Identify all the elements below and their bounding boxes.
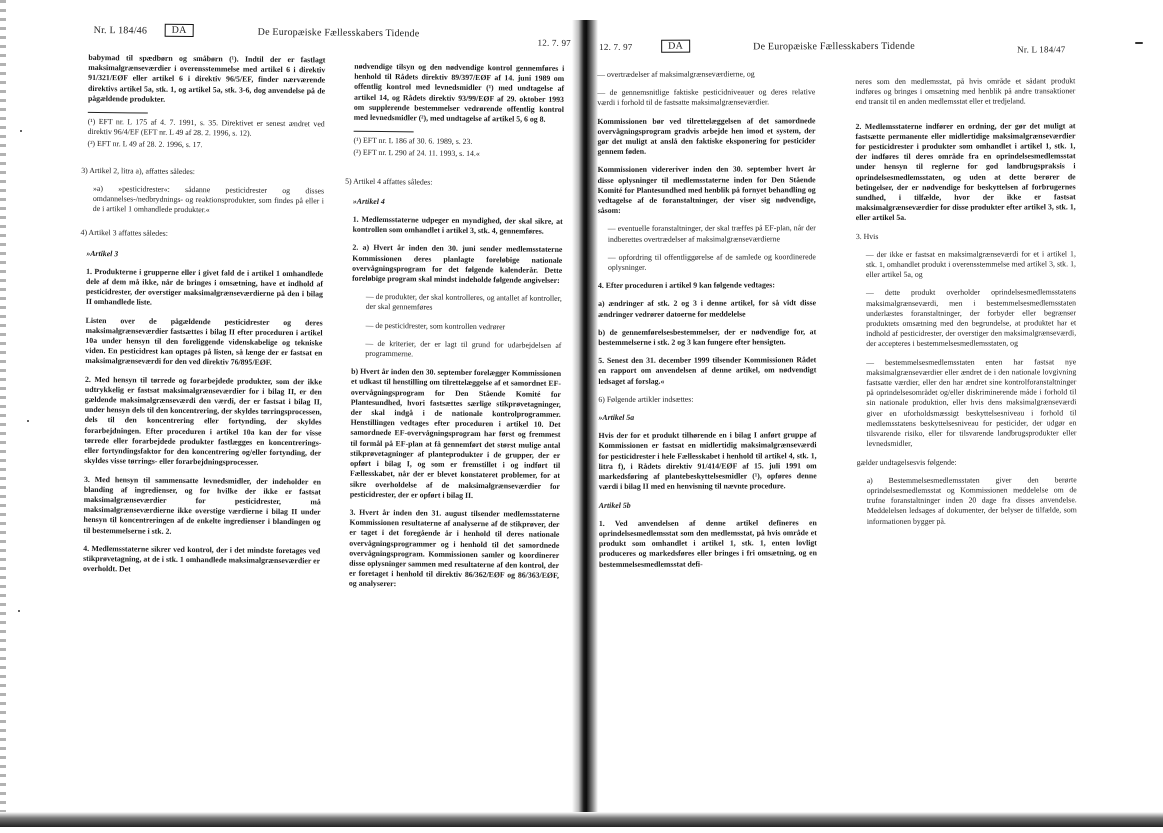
right-page <box>585 0 1163 827</box>
item-heading: 4) Artikel 3 affattes således: <box>80 228 168 239</box>
paragraph: 2. Medlemsstaterne indfører en ordning, der gør det muligt at fastsætte permanente eller midlertidige maksimalgrænseværdier for pesticidrester i produkter som omhandlet i artikel 1, stk. 1, der indføres til deres område fra en oprindelsesmedlemsstat under hensyn til reglerne for god landbrugspraksis i oprindelsesmedlemsstaten, og uden at dette berører de betingelser, der er nødvendige for beskyttelsen af forbrugernes sundhed, i tilfælde, hvor der ikke er fastsat maksimalgrænseværdier for disse produkter efter artikel 3, stk. 1, eller artikel 5a. <box>855 120 1076 223</box>
right-lang-box: DA <box>661 40 690 53</box>
scan-bottom-edge <box>0 812 1163 827</box>
paragraph: 5. Senest den 31. december 1999 tilsender Kommissionen Rådet en rapport om anvendelsen af denne artikel, om nødvendigt ledsaget af forslag.« <box>598 355 817 386</box>
paragraph: 1. Ved anvendelsen af denne artikel defineres en oprindelsesmedlemsstat som den medlemsstat, på hvis område et produkt som omhandlet i artikel 1, stk. 1, enten lovligt produceres og markedsføres eller bringes i fri omsætning, og en bestemmelsesmedlemsstat defi- <box>598 517 817 569</box>
paragraph: 1. Produkterne i grupperne eller i givet fald de i artikel 1 omhandlede dele af dem må ikke, når de bringes i omsætning, have et indhold af pesticidrester, der overstiger maksimalgrænseværdierne på den i bilag II omhandlede liste. <box>85 266 324 308</box>
dash-item: — eventuelle foranstaltninger, der skal træffes på EF-plan, når der indberettes overtrædelser af maksimalgrænseværdierne <box>607 223 816 244</box>
paragraph: 2. Med hensyn til tørrede og forarbejdede produkter, som der ikke udtrykkelig er fastsat maksimalgrænseværdier for i bilag II, er den gældende maksimalgrænseværdi den værdi, der er fastsat i bilag II, under hensyn dels til den koncentrering, der skyldes tørringsprocessen, dels til den koncentrering eller fortynding, der skyldes forarbejdningen. Efter proceduren i artikel 10a kan der for visse tørrede eller forarbejdede produkter fastlægges en koncentrerings- eller fortyndingsfaktor for den koncentrering og/eller fortynding, der skyldes visse tørrings- eller forarbejdningsprocesser. <box>84 374 323 468</box>
dash-item: — overtrædelser af maksimalgrænseværdierne, og <box>597 69 755 79</box>
paragraph: Listen over de pågældende pesticidrester og deres maksimalgrænseværdier fastsættes i bilag II efter proceduren i artikel 10a under hensyn til den foreliggende videnskabelige og tekniske viden. En pesticidrest kan optages på listen, så længe der er fastsat en maksimalgrænseværdi for den ved direktiv 76/895/EØF. <box>85 315 323 368</box>
paragraph: 3. Med hensyn til sammensatte levnedsmidler, der indeholder en blanding af ingredienser, og for hvilke der ikke er fastsat maksimalgrænseværdier for pesticidrester, må maksimalgrænseværdierne ikke overstige værdierne i bilag II under hensyn til koncentreringen af de enkelte ingredienser i blandingen og til bestemmelserne i stk. 2. <box>83 474 322 536</box>
paragraph: Hvis der for et produkt tilhørende en i bilag I anført gruppe af Kommissionen er fastsat en midlertidig maksimalgrænseværdi for pesticidrester i hele Fællesskabet i henhold til artikel 4, stk. 1, litra f), i Rådets direktiv 91/414/EØF af 15. juli 1991 om markedsføring af plantebeskyttelsesmidler (¹), opføres denne værdi i bilag II med en henvisning til nævnte procedure. <box>598 430 817 492</box>
article-heading: Artikel 5b <box>598 500 631 510</box>
right-column-2 <box>855 76 1077 534</box>
paragraph: neres som den medlemsstat, på hvis område et sådant produkt indføres og bringes i omsætning med henblik på andre transaktioner end transit til en anden medlemsstat eller et tredjeland. <box>855 76 1076 107</box>
article-heading: »Artikel 4 <box>352 196 385 206</box>
article-heading: »Artikel 3 <box>86 248 119 258</box>
paragraph: gælder undtagelsesvis følgende: <box>856 457 957 467</box>
scan-speck <box>1135 42 1143 44</box>
paragraph: b) Hvert år inden den 30. september forelægger Kommissionen et udkast til henstilling om tilrettelæggelse af et samordnet EF-overvågningsprogram for Den Stående Komité for Plantesundhed, hvori fastsættes særlige stikprøvetagninger, der skal indgå i de nationale kontrolprogrammer. Henstillingen vedtages efter proceduren i artikel 10. Det samordnede EF-overvågningsprogram har først og fremmest til formål på EF-plan at få gennemført det størst mulige antal stikprøvetagninger af planteprodukter i de grupper, der er opført i bilag I, og som er fremstillet i og indført til Fællesskabet, når der er blevet konstateret problemer, for at sikre overholdelse af de maksimalgrænseværdier for pesticidrester, der er opført i bilag II. <box>349 366 562 500</box>
footnote-rule <box>354 131 414 133</box>
left-date: 12. 7. 97 <box>537 37 571 48</box>
paragraph: 3. Hvis <box>855 231 879 241</box>
paragraph: babymad til spædbørn og småbørn (¹). Indtil der er fastlagt maksimalgrænseværdier i overensstemmelse med artikel 6 i direktiv 91/321/EØF eller artikel 6 i direktiv 96/5/EF, finder nærværende direktivs artikel 5a, stk. 1, og artikel 5a, stk. 3-6, dog anvendelse på de pågældende produkter. <box>87 52 326 104</box>
scan-speck <box>18 610 20 612</box>
item-heading: 6) Følgende artikler indsættes: <box>598 394 694 404</box>
paragraph: a) ændringer af stk. 2 og 3 i denne artikel, for så vidt disse ændringer vedrører datoerne for meddelelse <box>598 298 817 319</box>
scan-speck <box>27 420 29 422</box>
right-column-1 <box>597 69 817 577</box>
left-journal-title: De Europæiske Fællesskabers Tidende <box>257 26 420 40</box>
footnote: (²) EFT nr. L 49 af 28. 2. 1996, s. 17. <box>87 139 203 150</box>
paragraph: nødvendige tilsyn og den nødvendige kontrol gennemføres i henhold til Rådets direktiv 89/397/EØF af 14. juni 1989 om offentlig kontrol med levnedsmidler (¹) med undtagelse af artikel 14, og Rådets direktiv 93/99/EØF af 29. oktober 1993 om supplerende bestemmelser vedrørende offentlig kontrol med levnedsmidler (²), med undtagelse af artikel 5, 6 og 8. <box>353 61 565 124</box>
left-page <box>0 0 580 833</box>
right-date: 12. 7. 97 <box>599 41 633 52</box>
dash-item: — de kriterier, der er lagt til grund for udarbejdelsen af programmerne. <box>365 338 562 359</box>
left-lang-box: DA <box>165 24 194 37</box>
footnote: (¹) EFT nr. L 186 af 30. 6. 1989, s. 23. <box>353 135 473 147</box>
article-heading: »Artikel 5a <box>598 412 635 423</box>
paragraph: b) de gennemførelsesbestemmelser, der er nødvendige for, at bestemmelserne i stk. 2 og 3 kan fungere efter hensigten. <box>598 327 817 348</box>
dash-item: — opfordring til offentliggørelse af de samlede og koordinerede oplysninger. <box>607 252 816 272</box>
paragraph: 3. Hvert år inden den 31. august tilsender medlemsstaterne Kommissionen resultaterne af analyserne af de stikprøver, der er taget i det foregående år i henhold til deres nationale overvågningsprogrammer og i henhold til det samordnede overvågningsprogram. Kommissionen samler og koordinerer disse oplysninger sammen med resultaterne af den kontrol, der er foretaget i henhold til direktiv 86/362/EØF og 86/363/EØF, og analyserer: <box>348 507 560 589</box>
dash-item: — der ikke er fastsat en maksimalgrænseværdi for et i artikel 1, stk. 1, omhandlet produkt i overensstemmelse med artikel 3, stk. 1, eller artikel 5a, og <box>865 249 1076 280</box>
item-heading: 3) Artikel 2, litra a), affattes således: <box>81 165 196 176</box>
paragraph: Kommissionen bør ved tilrettelæggelsen af det samordnede overvågningsprogram gradvis arbejde hen imod et system, der gør det muligt at anslå den faktiske eksponering for pesticider gennem føden. <box>597 115 816 157</box>
dash-item: — bestemmelsesmedlemsstaten enten har fastsat nye maksimalgrænseværdier eller ændret de i den nationale lovgivning fastsatte værdier, eller den har ændret sine kontrolforanstaltninger på oprindelsesområdet og/eller diskriminerende måde i forhold til sin nationale produktion, eller hvis dens maksimalgrænseværdi giver en uforholdsmæssigt beskyttelsesniveau i forhold til medlemsstatens beskyttelsesniveau for pesticider, der udgør en tilsvarende risiko, eller for tilsvarende landbrugsprodukter eller levnedsmidler, <box>866 356 1077 449</box>
right-journal-title: De Europæiske Fællesskabers Tidende <box>753 40 915 53</box>
paragraph: 1. Medlemsstaterne udpeger en myndighed, der skal sikre, at kontrollen som omhandlet i artikel 3, stk. 4, gennemføres. <box>352 214 563 236</box>
scan-speck <box>20 130 22 132</box>
footnote: (²) EFT nr. L 290 af 24. 11. 1993, s. 14.« <box>353 148 480 159</box>
dash-item: — de produkter, der skal kontrolleres, og antallet af kontroller, der skal gennemføres <box>365 292 562 312</box>
right-page-number: Nr. L 184/47 <box>1017 44 1066 55</box>
left-page-number: Nr. L 184/46 <box>93 24 148 37</box>
left-column-1 <box>80 52 326 585</box>
dash-item: — dette produkt overholder oprindelsesmedlemsstatens maksimalgrænseværdi, men i bestemmelsesmedlemsstaten underlæstes foranstaltninger, der forbyder eller begrænser produktets omsætning med den begrundelse, at produktet har et indhold af pesticidrester, der overstiger den maksimalgrænseværdi, der accepteres i bestemmelsesmedlemsstaten, og <box>866 287 1077 349</box>
item-heading: 5) Artikel 4 affattes således: <box>345 176 433 187</box>
footnote-rule <box>88 112 148 114</box>
footnote: (¹) EFT nr. L 175 af 4. 7. 1991, s. 35. Direktivet er senest ændret ved direktiv 96/4/EF (EFT nr. L 49 af 28. 2. 1996, s. 12). <box>87 116 325 138</box>
paragraph: a) Bestemmelsesmedlemsstaten giver den berørte oprindelsesmedlemsstat og Kommissionen meddelelse om de trufne foranstaltninger inden 20 dage fra disses anvendelse. Meddelelsen ledsages af dokumenter, der belyser de tilfælde, som informationen bygger på. <box>866 474 1077 526</box>
dash-item: — de pesticidrester, som kontrollen vedrører <box>365 320 506 331</box>
paragraph: Kommissionen viderегiver inden den 30. september hvert år disse oplysninger til medlemsstaterne inden for Den Stående Komité for Plantesundhed med henblik på fornyet behandling og vedtagelse af de foranstaltninger, der viser sig nødvendige, såsom: <box>597 164 816 216</box>
paragraph: 2. a) Hvert år inden den 30. juni sender medlemsstaterne Kommissionen deres planlagte foreløbige nationale overvågningsprogram for det følgende kalenderår. Dette foreløbige program skal mindst indeholde følgende angivelser: <box>352 243 563 285</box>
paragraph: 4. Efter proceduren i artikel 9 kan følgende vedtages: <box>597 280 775 291</box>
paragraph: 4. Medlemsstaterne sikrer ved kontrol, der i det mindste foretages ved stikprøvetagning, at de i stk. 1 omhandlede maksimalgrænseværdier er overholdt. Det <box>83 543 321 574</box>
left-column-2 <box>345 61 565 600</box>
paragraph: »a) »pesticidrester«: sådanne pesticidrester og disses omdannelses-/nedbrydnings- og reaktionsprodukter, som findes på eller i de i artikel 1 omhandlede produkter.« <box>92 183 325 215</box>
dash-item: — de gennemsnitlige faktiske pesticidniveauer og deres relative værdi i forhold til de fastsatte maksimalgrænseværdier. <box>597 87 816 108</box>
